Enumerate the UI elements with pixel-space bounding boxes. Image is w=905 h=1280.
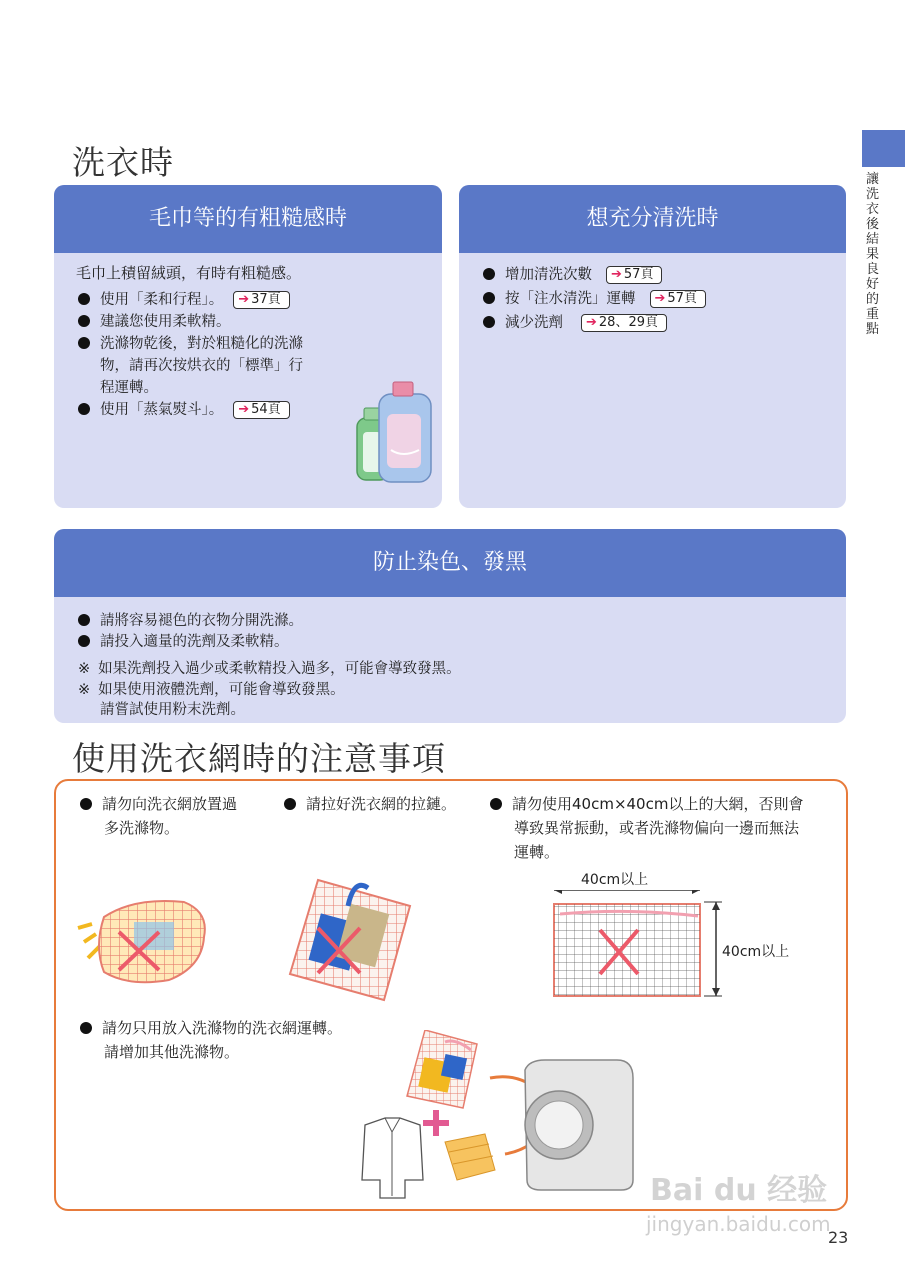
net-tip-size: 請勿使用40cm×40cm以上的大網，否則會 bbox=[490, 792, 803, 816]
bullet-icon bbox=[78, 293, 90, 305]
note-item-cont: 請嘗試使用粉末洗劑。 bbox=[100, 702, 245, 718]
list-item: 使用「蒸氣熨斗」。 ➔ 54頁 bbox=[78, 398, 290, 419]
net-tip-overload-cont: 多洗滌物。 bbox=[104, 819, 180, 837]
mixed-load-washer-illustration bbox=[345, 1030, 645, 1200]
net-tip-alone: 請勿只用放入洗滌物的洗衣網運轉。 bbox=[80, 1016, 342, 1040]
net-tip-size-cont: 導致異常振動，或者洗滌物偏向一邊而無法 bbox=[514, 819, 800, 837]
list-item: 增加清洗次數 ➔ 57頁 bbox=[483, 263, 662, 284]
page-ref-badge: ➔ 54頁 bbox=[233, 401, 289, 419]
page-number: 23 bbox=[828, 1228, 849, 1247]
note-item: ※ 如果使用液體洗劑，可能會導致發黑。 bbox=[78, 682, 345, 698]
bullet-icon bbox=[78, 337, 90, 349]
panel-dye-heading: 防止染色、發黑 bbox=[54, 529, 846, 597]
page-ref-badge: ➔ 37頁 bbox=[233, 291, 289, 309]
watermark-url: jingyan.baidu.com bbox=[646, 1212, 831, 1236]
panel-towel-rough bbox=[54, 185, 442, 508]
panel-towel-heading: 毛巾等的有粗糙感時 bbox=[54, 185, 442, 253]
bullet-icon bbox=[80, 1022, 92, 1034]
net-tip-zipper: 請拉好洗衣網的拉鏈。 bbox=[284, 792, 456, 816]
note-item: ※ 如果洗劑投入過少或柔軟精投入過多，可能會導致發黑。 bbox=[78, 661, 461, 677]
net-tip-size-cont: 運轉。 bbox=[514, 843, 560, 861]
list-item-cont: 物，請再次按烘衣的「標準」行 bbox=[100, 358, 303, 374]
oversize-net-illustration bbox=[550, 890, 725, 1000]
list-item: 減少洗劑 ➔ 28、29頁 bbox=[483, 311, 667, 332]
panel-towel-intro: 毛巾上積留絨頭，有時有粗糙感。 bbox=[76, 264, 302, 282]
watermark-brand: Bai du 经验 bbox=[650, 1173, 828, 1208]
page-ref-badge: ➔ 57頁 bbox=[650, 290, 706, 308]
bullet-icon bbox=[490, 798, 502, 810]
dimension-width-label: 40cm以上 bbox=[581, 872, 649, 888]
arrow-right-icon: ➔ bbox=[654, 291, 666, 306]
bullet-icon bbox=[78, 315, 90, 327]
list-item-cont: 程運轉。 bbox=[100, 380, 158, 396]
note-mark: ※ bbox=[78, 661, 91, 677]
arrow-right-icon: ➔ bbox=[611, 267, 622, 282]
bullet-icon bbox=[483, 268, 495, 280]
side-tab-marker bbox=[862, 130, 905, 167]
bullet-icon bbox=[284, 798, 296, 810]
list-item: 洗滌物乾後，對於粗糙化的洗滌 bbox=[78, 332, 303, 353]
net-tip-overload: 請勿向洗衣網放置過 bbox=[80, 792, 237, 816]
list-item: 按「注水清洗」運轉 ➔ 57頁 bbox=[483, 287, 706, 308]
list-item: 使用「柔和行程」。 ➔ 37頁 bbox=[78, 288, 290, 309]
arrow-right-icon: ➔ bbox=[586, 315, 597, 330]
arrow-right-icon: ➔ bbox=[238, 292, 250, 307]
overloaded-net-illustration bbox=[74, 892, 214, 987]
bullet-icon bbox=[80, 798, 92, 810]
bullet-icon bbox=[483, 316, 495, 328]
list-item: 請投入適量的洗劑及柔軟精。 bbox=[78, 630, 289, 651]
bullet-icon bbox=[78, 614, 90, 626]
page-ref-badge: ➔ 28、29頁 bbox=[581, 314, 667, 332]
bullet-icon bbox=[78, 635, 90, 647]
section-title-wash: 洗衣時 bbox=[72, 143, 174, 182]
note-mark: ※ bbox=[78, 682, 91, 698]
net-tip-alone-cont: 請增加其他洗滌物。 bbox=[104, 1043, 240, 1061]
bullet-icon bbox=[78, 403, 90, 415]
side-tab-label: 讓洗衣後結果良好的重點 bbox=[866, 172, 880, 337]
list-item: 請將容易褪色的衣物分開洗滌。 bbox=[78, 609, 303, 630]
list-item: 建議您使用柔軟精。 bbox=[78, 310, 231, 331]
bullet-icon bbox=[483, 292, 495, 304]
detergent-bottles-illustration bbox=[349, 380, 439, 485]
panel-rinse-heading: 想充分清洗時 bbox=[459, 185, 846, 253]
page-ref-badge: ➔ 57頁 bbox=[606, 266, 662, 284]
panel-prevent-dye bbox=[54, 529, 846, 723]
arrow-right-icon: ➔ bbox=[238, 402, 250, 417]
dimension-height-label: 40cm以上 bbox=[722, 944, 790, 960]
panel-rinse-well bbox=[459, 185, 846, 508]
zipper-net-illustration bbox=[288, 878, 413, 1003]
section-title-net: 使用洗衣網時的注意事項 bbox=[72, 739, 446, 778]
